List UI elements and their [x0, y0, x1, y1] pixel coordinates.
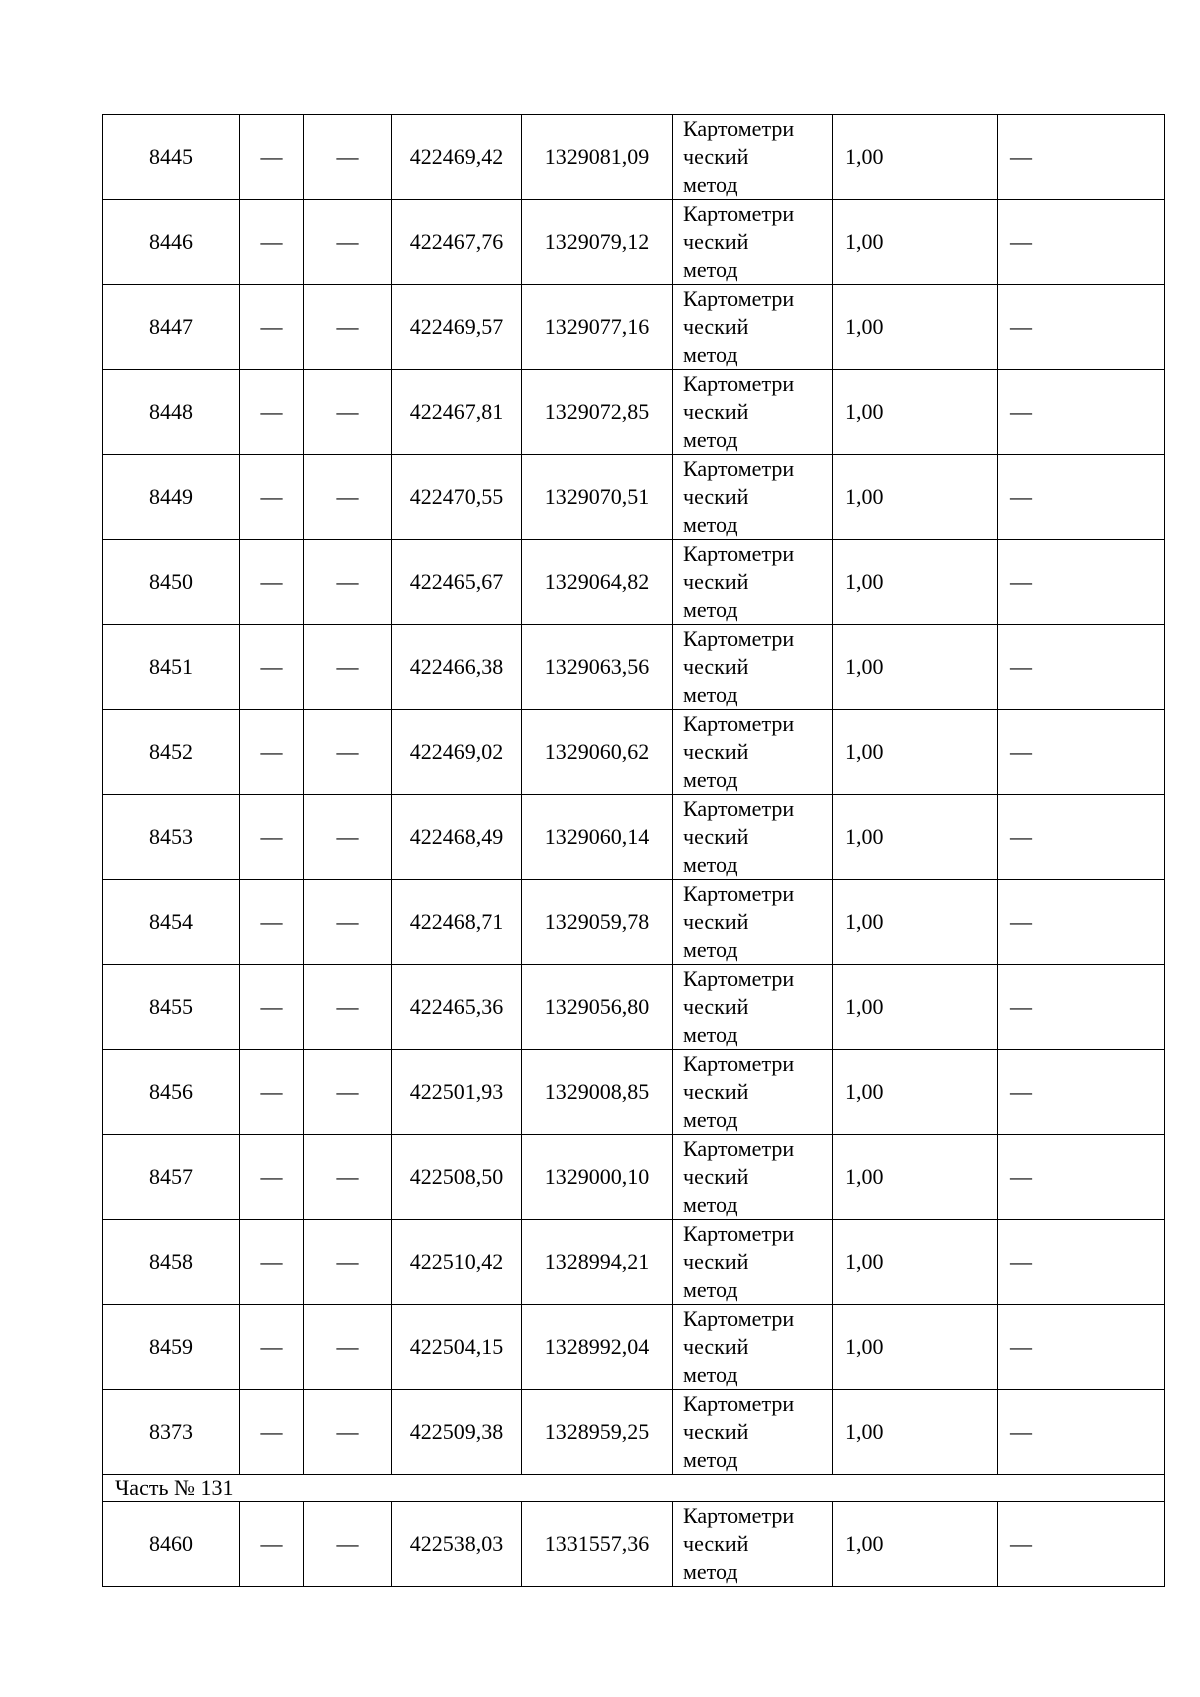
- point-number-cell: 8446: [103, 200, 240, 285]
- point-number-cell: 8458: [103, 1220, 240, 1305]
- point-number-cell: 8453: [103, 795, 240, 880]
- accuracy-cell: 1,00: [833, 795, 998, 880]
- accuracy-cell: 1,00: [833, 540, 998, 625]
- point-number-cell: 8460: [103, 1502, 240, 1587]
- table-row: [103, 1390, 1165, 1475]
- y-coordinate-cell: 1329079,12: [522, 200, 673, 285]
- y-coordinate-cell: 1329070,51: [522, 455, 673, 540]
- x-coordinate-cell: 422467,81: [392, 370, 522, 455]
- point-number-cell: 8449: [103, 455, 240, 540]
- point-number-cell: 8445: [103, 115, 240, 200]
- dash-cell: —: [998, 1050, 1165, 1135]
- accuracy-cell: 1,00: [833, 625, 998, 710]
- part-heading: Часть № 131: [103, 1475, 1165, 1502]
- table-row: [103, 1050, 1165, 1135]
- dash-cell: —: [998, 370, 1165, 455]
- table-row: [103, 455, 1165, 540]
- dash-cell: —: [998, 1502, 1165, 1587]
- table-row: [103, 540, 1165, 625]
- part-section: [103, 1475, 1165, 1502]
- dash-cell: —: [304, 880, 392, 965]
- dash-cell: —: [998, 965, 1165, 1050]
- y-coordinate-cell: 1329000,10: [522, 1135, 673, 1220]
- dash-cell: —: [240, 540, 304, 625]
- point-number-cell: 8456: [103, 1050, 240, 1135]
- y-coordinate-cell: 1331557,36: [522, 1502, 673, 1587]
- dash-cell: —: [998, 1220, 1165, 1305]
- dash-cell: —: [304, 455, 392, 540]
- method-cell: Картометри ческий метод: [673, 540, 833, 625]
- y-coordinate-cell: 1329063,56: [522, 625, 673, 710]
- table-body-before-part: [103, 115, 1165, 1475]
- point-number-cell: 8448: [103, 370, 240, 455]
- dash-cell: —: [304, 795, 392, 880]
- x-coordinate-cell: 422469,57: [392, 285, 522, 370]
- x-coordinate-cell: 422467,76: [392, 200, 522, 285]
- dash-cell: —: [240, 795, 304, 880]
- dash-cell: —: [998, 795, 1165, 880]
- dash-cell: —: [304, 1220, 392, 1305]
- method-cell: Картометри ческий метод: [673, 795, 833, 880]
- table-row: [103, 1220, 1165, 1305]
- method-cell: Картометри ческий метод: [673, 1220, 833, 1305]
- dash-cell: —: [998, 710, 1165, 795]
- x-coordinate-cell: 422465,36: [392, 965, 522, 1050]
- dash-cell: —: [240, 115, 304, 200]
- x-coordinate-cell: 422509,38: [392, 1390, 522, 1475]
- point-number-cell: 8457: [103, 1135, 240, 1220]
- accuracy-cell: 1,00: [833, 1502, 998, 1587]
- method-cell: Картометри ческий метод: [673, 965, 833, 1050]
- method-cell: Картометри ческий метод: [673, 200, 833, 285]
- table-row: [103, 1135, 1165, 1220]
- point-number-cell: 8450: [103, 540, 240, 625]
- point-number-cell: 8451: [103, 625, 240, 710]
- coordinates-table: [102, 114, 1165, 1587]
- dash-cell: —: [998, 625, 1165, 710]
- method-cell: Картометри ческий метод: [673, 455, 833, 540]
- x-coordinate-cell: 422468,49: [392, 795, 522, 880]
- dash-cell: —: [240, 285, 304, 370]
- dash-cell: —: [304, 540, 392, 625]
- dash-cell: —: [240, 710, 304, 795]
- y-coordinate-cell: 1329081,09: [522, 115, 673, 200]
- method-cell: Картометри ческий метод: [673, 1050, 833, 1135]
- y-coordinate-cell: 1328959,25: [522, 1390, 673, 1475]
- dash-cell: —: [240, 200, 304, 285]
- accuracy-cell: 1,00: [833, 115, 998, 200]
- dash-cell: —: [240, 455, 304, 540]
- y-coordinate-cell: 1329064,82: [522, 540, 673, 625]
- accuracy-cell: 1,00: [833, 370, 998, 455]
- dash-cell: —: [304, 370, 392, 455]
- dash-cell: —: [240, 1135, 304, 1220]
- table-row: [103, 1305, 1165, 1390]
- x-coordinate-cell: 422508,50: [392, 1135, 522, 1220]
- method-cell: Картометри ческий метод: [673, 1305, 833, 1390]
- dash-cell: —: [240, 965, 304, 1050]
- dash-cell: —: [998, 1390, 1165, 1475]
- x-coordinate-cell: 422465,67: [392, 540, 522, 625]
- table-row: [103, 370, 1165, 455]
- x-coordinate-cell: 422469,02: [392, 710, 522, 795]
- accuracy-cell: 1,00: [833, 1390, 998, 1475]
- method-cell: Картометри ческий метод: [673, 1390, 833, 1475]
- dash-cell: —: [304, 1305, 392, 1390]
- point-number-cell: 8455: [103, 965, 240, 1050]
- method-cell: Картометри ческий метод: [673, 710, 833, 795]
- dash-cell: —: [998, 1305, 1165, 1390]
- method-cell: Картометри ческий метод: [673, 1502, 833, 1587]
- dash-cell: —: [240, 370, 304, 455]
- table-row: [103, 880, 1165, 965]
- table-row: [103, 965, 1165, 1050]
- dash-cell: —: [240, 1050, 304, 1135]
- table-row: [103, 200, 1165, 285]
- point-number-cell: 8454: [103, 880, 240, 965]
- dash-cell: —: [304, 285, 392, 370]
- x-coordinate-cell: 422501,93: [392, 1050, 522, 1135]
- table-row: [103, 625, 1165, 710]
- accuracy-cell: 1,00: [833, 710, 998, 795]
- dash-cell: —: [304, 1502, 392, 1587]
- y-coordinate-cell: 1329077,16: [522, 285, 673, 370]
- dash-cell: —: [304, 115, 392, 200]
- dash-cell: —: [998, 540, 1165, 625]
- part-heading-row: [103, 1475, 1165, 1502]
- dash-cell: —: [304, 625, 392, 710]
- accuracy-cell: 1,00: [833, 285, 998, 370]
- table-row: [103, 710, 1165, 795]
- method-cell: Картометри ческий метод: [673, 115, 833, 200]
- point-number-cell: 8373: [103, 1390, 240, 1475]
- dash-cell: —: [240, 625, 304, 710]
- x-coordinate-cell: 422538,03: [392, 1502, 522, 1587]
- accuracy-cell: 1,00: [833, 1135, 998, 1220]
- dash-cell: —: [998, 1135, 1165, 1220]
- y-coordinate-cell: 1329060,14: [522, 795, 673, 880]
- dash-cell: —: [998, 285, 1165, 370]
- accuracy-cell: 1,00: [833, 880, 998, 965]
- y-coordinate-cell: 1329056,80: [522, 965, 673, 1050]
- x-coordinate-cell: 422470,55: [392, 455, 522, 540]
- y-coordinate-cell: 1328992,04: [522, 1305, 673, 1390]
- dash-cell: —: [304, 200, 392, 285]
- x-coordinate-cell: 422469,42: [392, 115, 522, 200]
- accuracy-cell: 1,00: [833, 1050, 998, 1135]
- table-row: [103, 1502, 1165, 1587]
- method-cell: Картометри ческий метод: [673, 625, 833, 710]
- y-coordinate-cell: 1329059,78: [522, 880, 673, 965]
- dash-cell: —: [240, 1390, 304, 1475]
- method-cell: Картометри ческий метод: [673, 1135, 833, 1220]
- dash-cell: —: [240, 880, 304, 965]
- accuracy-cell: 1,00: [833, 200, 998, 285]
- table-body-after-part: [103, 1502, 1165, 1587]
- x-coordinate-cell: 422468,71: [392, 880, 522, 965]
- y-coordinate-cell: 1329072,85: [522, 370, 673, 455]
- accuracy-cell: 1,00: [833, 1305, 998, 1390]
- dash-cell: —: [998, 880, 1165, 965]
- accuracy-cell: 1,00: [833, 455, 998, 540]
- x-coordinate-cell: 422510,42: [392, 1220, 522, 1305]
- method-cell: Картометри ческий метод: [673, 285, 833, 370]
- accuracy-cell: 1,00: [833, 965, 998, 1050]
- dash-cell: —: [240, 1305, 304, 1390]
- table-row: [103, 285, 1165, 370]
- point-number-cell: 8447: [103, 285, 240, 370]
- table-row: [103, 115, 1165, 200]
- dash-cell: —: [998, 200, 1165, 285]
- table-row: [103, 795, 1165, 880]
- x-coordinate-cell: 422466,38: [392, 625, 522, 710]
- point-number-cell: 8459: [103, 1305, 240, 1390]
- y-coordinate-cell: 1329008,85: [522, 1050, 673, 1135]
- method-cell: Картометри ческий метод: [673, 370, 833, 455]
- point-number-cell: 8452: [103, 710, 240, 795]
- x-coordinate-cell: 422504,15: [392, 1305, 522, 1390]
- dash-cell: —: [304, 1135, 392, 1220]
- accuracy-cell: 1,00: [833, 1220, 998, 1305]
- dash-cell: —: [240, 1220, 304, 1305]
- y-coordinate-cell: 1328994,21: [522, 1220, 673, 1305]
- dash-cell: —: [304, 710, 392, 795]
- dash-cell: —: [304, 1050, 392, 1135]
- dash-cell: —: [304, 1390, 392, 1475]
- dash-cell: —: [998, 115, 1165, 200]
- y-coordinate-cell: 1329060,62: [522, 710, 673, 795]
- dash-cell: —: [998, 455, 1165, 540]
- dash-cell: —: [240, 1502, 304, 1587]
- method-cell: Картометри ческий метод: [673, 880, 833, 965]
- dash-cell: —: [304, 965, 392, 1050]
